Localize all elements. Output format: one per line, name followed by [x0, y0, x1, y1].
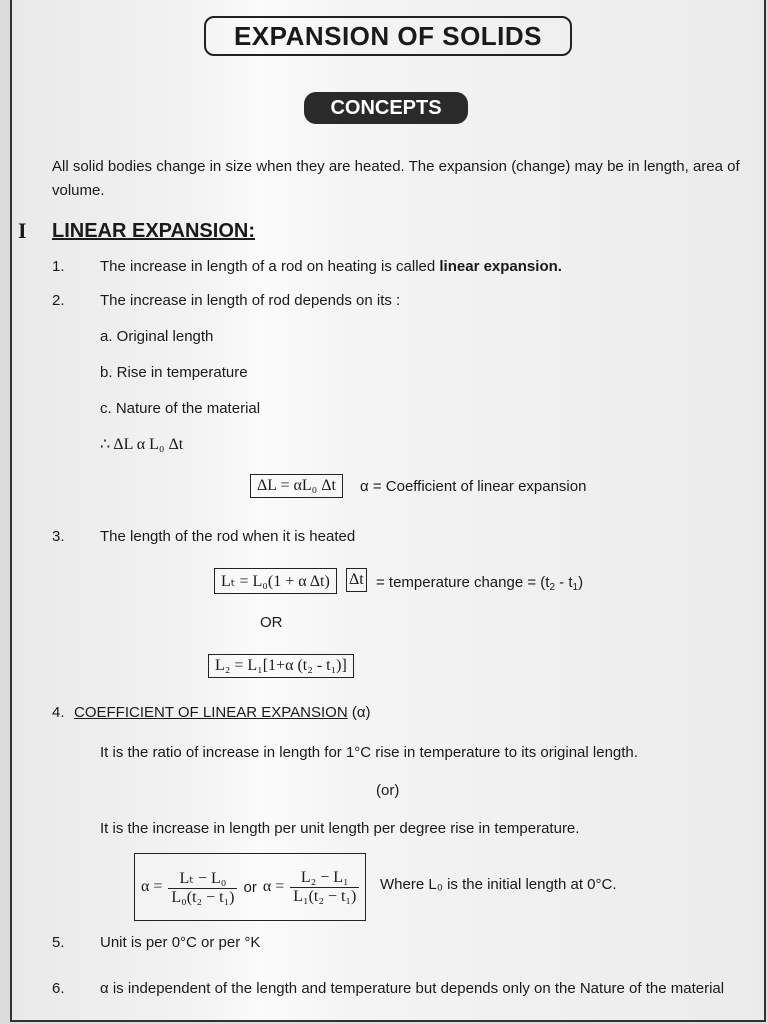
formula-delta-l: ΔL = αL₀ Δt — [250, 474, 343, 498]
definition-1: It is the ratio of increase in length for 1°C rise in temperature to its original length. — [100, 744, 638, 761]
factor-rise-temperature: b. Rise in temperature — [100, 364, 248, 381]
item-6-text: α is independent of the length and temperature but depends only on the Nature of the material — [100, 980, 725, 997]
item-4-title: COEFFICIENT OF LINEAR EXPANSION (α) — [74, 704, 371, 721]
page-title: EXPANSION OF SOLIDS — [204, 16, 572, 56]
concepts-badge: CONCEPTS — [304, 92, 468, 124]
temperature-change-note: = temperature change = $(t_2 - t_1)$ — [376, 574, 584, 593]
formula-coefficient-note: Where L₀ is the initial length at 0°C. — [380, 876, 617, 893]
item-1-number: 1. — [52, 258, 65, 275]
intro-line-1: All solid bodies change in size when they are heated. The expansion (change) may be in length, area of — [52, 158, 740, 175]
definition-2: It is the increase in length per unit length per degree rise in temperature. — [100, 820, 580, 837]
intro-line-2: volume. — [52, 182, 105, 199]
formula-length-heated: Lₜ = L₀(1 + α Δt) — [214, 568, 337, 594]
item-6-number: 6. — [52, 980, 65, 997]
formula-coefficient: α = $\frac{\text{Lₜ − L₀}}{\text{L₀(t₂ − t₁)}}$ or α = $\frac{\text{L₂ − L₁}}{\text{L₁(t₂ − t₁)}}$ — [134, 853, 366, 921]
item-4-number: 4. — [52, 704, 65, 721]
section-number: I — [18, 218, 27, 243]
formula-delta-l-note: α = Coefficient of linear expansion — [360, 478, 587, 495]
item-5-number: 5. — [52, 934, 65, 951]
item-2-number: 2. — [52, 292, 65, 309]
formula-l2: L₂ = L₁[1+α (t₂ - t₁)] — [208, 654, 354, 678]
formula-delta-t: Δt — [346, 568, 367, 592]
proportional-relation: ∴ ΔL α L₀ Δt — [100, 436, 184, 453]
factor-nature-material: c. Nature of the material — [100, 400, 261, 417]
item-1-bold: linear expansion. — [439, 258, 562, 275]
item-2-text: The increase in length of rod depends on its : — [100, 292, 401, 309]
page — [10, 0, 766, 1022]
item-3-text: The length of the rod when it is heated — [100, 528, 356, 545]
item-3-number: 3. — [52, 528, 65, 545]
section-title: LINEAR EXPANSION: — [52, 220, 255, 242]
or-small-label: (or) — [376, 782, 400, 799]
factor-original-length: a. Original length — [100, 328, 214, 345]
item-1-text: The increase in length of a rod on heating is called linear expansion. — [100, 258, 562, 275]
or-label: OR — [260, 614, 283, 631]
item-5-text: Unit is per 0°C or per °K — [100, 934, 261, 951]
